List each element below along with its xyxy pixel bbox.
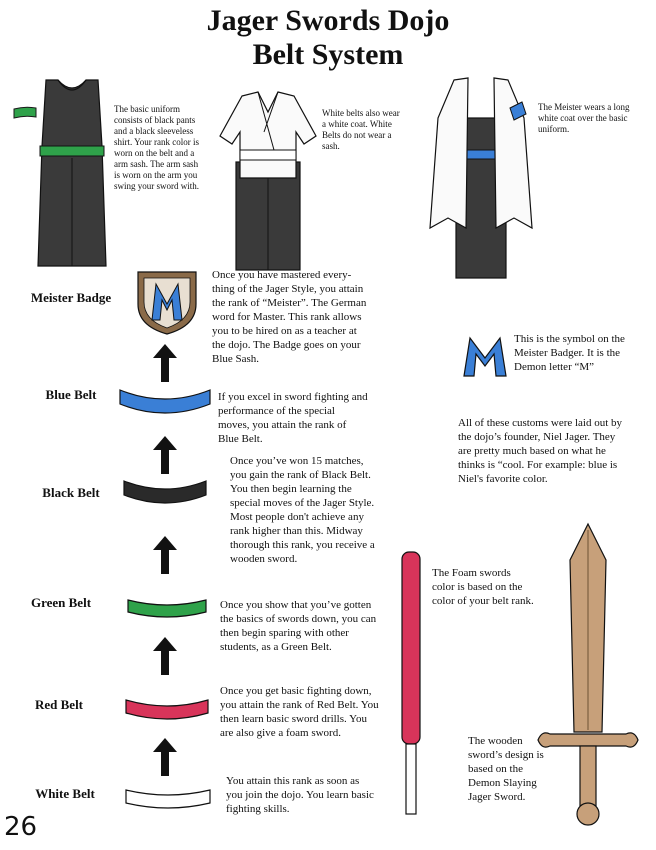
wooden-sword-note: The wooden sword’s design is based on the Demon Slaying Jager Sword.	[468, 735, 544, 803]
white-belt-uniform-icon	[218, 92, 318, 272]
demon-m-icon	[462, 334, 508, 378]
arrow-up-icon	[153, 536, 177, 574]
meister-uniform-icon	[426, 78, 536, 280]
arrow-up-icon	[153, 637, 177, 675]
symbol-note: This is the symbol on the Meister Badger. It is the Demon letter “M”	[514, 333, 625, 373]
rank-label-black: Black Belt	[42, 485, 100, 500]
belt-icon-black	[122, 477, 208, 505]
white-uniform-text: White belts also wear a white coat. White Belts do not wear a sash.	[322, 108, 400, 151]
arrow-up-icon	[153, 738, 177, 776]
rank-label-meister: Meister Badge	[30, 290, 112, 305]
customs-note: All of these customs were laid out by the dojo’s founder, Niel Jager. They are pretty much based on what he thinks is “cool. For example: blue is Niel's favorite color.	[458, 417, 623, 485]
basic-uniform-text: The basic uniform consists of black pants and a black sleeveless shirt. Your rank color is worn on the belt and a arm sash. The arm sash is worn on the arm you swing your sword with.	[114, 104, 199, 191]
rank-description-black: Once you’ve won 15 matches, you gain the rank of Black Belt. You then begin learning the special moves of the Jager Style. Most people don't achieve any rank higher than this. Midway thorough this rank, you receive a wooden sword.	[230, 455, 375, 565]
belt-icon-white	[124, 786, 212, 812]
page-number: 26	[4, 812, 38, 842]
arrow-up-icon	[153, 344, 177, 382]
belt-icon-red	[124, 696, 210, 722]
rank-label-blue: Blue Belt	[45, 387, 97, 402]
belt-icon-blue	[118, 386, 212, 414]
rank-label-white: White Belt	[35, 786, 95, 801]
rank-description-meister: Once you have mastered every-thing of the Jager Style, you attain the rank of “Meister”. The German word for Master. This rank allows you to be hired on as a teacher at the dojo. The Badge goes on your Blue Sash.	[212, 269, 367, 365]
foam-sword-icon	[398, 550, 426, 816]
meister-badge-icon	[136, 270, 198, 336]
page-title	[0, 4, 656, 72]
meister-uniform-text: The Meister wears a long white coat over the basic uniform.	[538, 102, 630, 134]
rank-description-red: Once you get basic fighting down, you attain the rank of Red Belt. You then learn basic sword drills. You are also give a foam sword.	[220, 685, 379, 739]
arrow-up-icon	[153, 436, 177, 474]
rank-description-white: You attain this rank as soon as you join the dojo. You learn basic fighting skills.	[226, 775, 374, 815]
rank-label-green: Green Belt	[30, 595, 92, 610]
rank-description-green: Once you show that you’ve gotten the basics of swords down, you can then begin sparing with other students, as a Green Belt.	[220, 599, 377, 653]
belt-icon-green	[126, 596, 208, 620]
rank-description-blue: If you excel in sword fighting and performance of the special moves, you attain the rank of Blue Belt.	[218, 391, 368, 445]
rank-label-red: Red Belt	[34, 697, 84, 712]
foam-sword-note: The Foam swords color is based on the color of your belt rank.	[432, 567, 534, 607]
basic-uniform-icon	[32, 78, 112, 268]
title-line-1: Jager Swords Dojo	[206, 4, 450, 37]
title-line-2: Belt System	[252, 38, 404, 71]
